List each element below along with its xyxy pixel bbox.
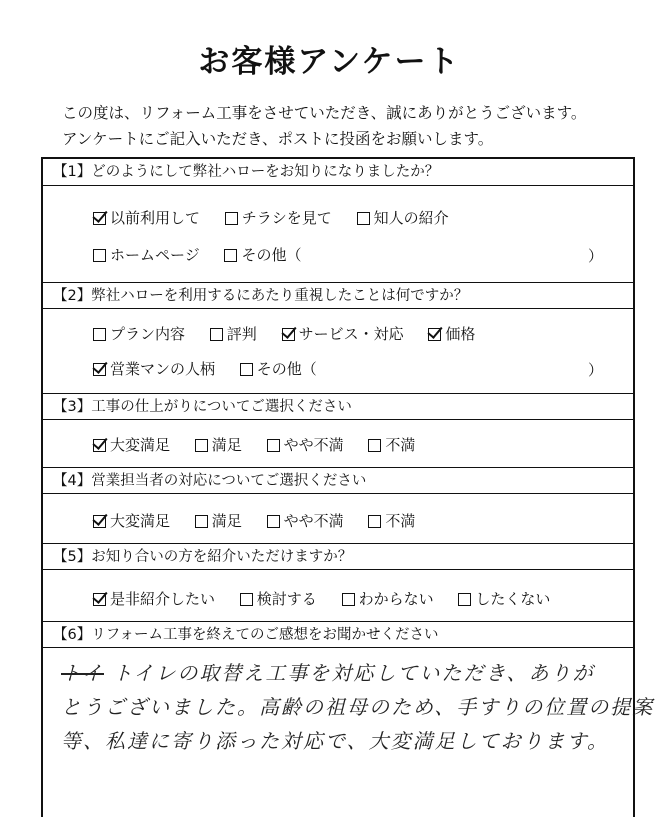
checkbox[interactable] — [342, 593, 355, 606]
q1-option-flyer[interactable]: チラシを見て — [225, 207, 332, 229]
q4-option-somewhat-dissatisfied[interactable]: やや不満 — [267, 510, 344, 532]
q2-close-paren: ） — [587, 361, 603, 379]
q1-option-previous-use[interactable]: 以前利用して — [93, 207, 200, 229]
checkbox[interactable] — [93, 328, 106, 341]
checkbox-checked[interactable] — [282, 328, 295, 341]
q2-option-price[interactable]: 価格 — [428, 323, 475, 345]
question-5-options-row — [93, 587, 570, 610]
checkbox[interactable] — [93, 249, 106, 262]
intro-line-1: この度は、リフォーム工事をさせていただき、誠にありがとうございます。 — [62, 104, 587, 122]
q5-option-consider[interactable]: 検討する — [240, 588, 317, 610]
checkbox-checked[interactable] — [428, 328, 441, 341]
q4-option-satisfied[interactable]: 満足 — [195, 510, 242, 532]
checkbox[interactable] — [240, 593, 253, 606]
question-6-section — [43, 621, 655, 821]
checkbox[interactable] — [267, 515, 280, 528]
q5-option-definitely[interactable]: 是非紹介したい — [93, 588, 215, 610]
checkbox[interactable] — [357, 212, 370, 225]
question-3-heading: 【3】工事の仕上がりについてご選択ください — [43, 393, 633, 420]
question-2-heading: 【2】弊社ハローを利用するにあたり重視したことは何ですか？ — [43, 282, 633, 309]
question-1-heading: 【1】どのようにして弊社ハローをお知りになりましたか？ — [43, 159, 633, 186]
handwritten-answer-line-2: とうございました。高齢の祖母のため、手すりの位置の提案 — [61, 695, 655, 719]
checkbox[interactable] — [225, 212, 238, 225]
q3-option-dissatisfied[interactable]: 不満 — [368, 434, 415, 456]
checkbox[interactable] — [224, 249, 237, 262]
struck-out-text: トイ — [61, 661, 104, 685]
q1-option-other[interactable]: その他（ — [224, 244, 301, 266]
question-2-options-row-1 — [93, 322, 495, 345]
checkbox-checked[interactable] — [93, 363, 106, 376]
checkbox[interactable] — [210, 328, 223, 341]
q1-option-referral[interactable]: 知人の紹介 — [357, 207, 449, 229]
question-3-options-row — [93, 433, 435, 456]
handwritten-answer-line-1: トイ トイレの取替え工事を対応していただき、ありが — [61, 661, 595, 685]
handwritten-answer-line-3: 等、私達に寄り添った対応で、大変満足しております。 — [61, 729, 609, 753]
question-4-section — [43, 467, 633, 543]
checkbox[interactable] — [240, 363, 253, 376]
q1-option-homepage[interactable]: ホームページ — [93, 244, 200, 266]
question-5-section — [43, 543, 633, 621]
checkbox[interactable] — [195, 515, 208, 528]
question-2-section — [43, 282, 633, 393]
checkbox[interactable] — [368, 439, 381, 452]
checkbox-checked[interactable] — [93, 439, 106, 452]
checkbox[interactable] — [195, 439, 208, 452]
q2-option-sales-personality[interactable]: 営業マンの人柄 — [93, 358, 215, 380]
q5-option-no[interactable]: したくない — [458, 588, 550, 610]
survey-form — [41, 157, 655, 817]
q5-option-unsure[interactable]: わからない — [342, 588, 434, 610]
q2-option-service[interactable]: サービス・対応 — [282, 323, 404, 345]
q4-option-very-satisfied[interactable]: 大変満足 — [93, 510, 170, 532]
intro-text — [62, 100, 586, 152]
checkbox-checked[interactable] — [93, 593, 106, 606]
question-1-options-row-2 — [93, 243, 322, 266]
q4-option-dissatisfied[interactable]: 不満 — [368, 510, 415, 532]
question-4-options-row — [93, 509, 435, 532]
question-1-options-row-1 — [93, 206, 469, 229]
question-6-heading: 【6】リフォーム工事を終えてのご感想をお聞かせください — [43, 621, 633, 648]
question-5-heading: 【5】お知り合いの方を紹介いただけますか？ — [43, 543, 633, 570]
question-4-heading: 【4】営業担当者の対応についてご選択ください — [43, 467, 633, 494]
checkbox[interactable] — [267, 439, 280, 452]
checkbox-checked[interactable] — [93, 515, 106, 528]
q3-option-very-satisfied[interactable]: 大変満足 — [93, 434, 170, 456]
question-3-section — [43, 393, 633, 467]
intro-line-2: アンケートにご記入いただき、ポストに投函をお願いします。 — [62, 130, 494, 148]
q2-option-plan[interactable]: プラン内容 — [93, 323, 185, 345]
q3-option-somewhat-dissatisfied[interactable]: やや不満 — [267, 434, 344, 456]
q2-option-other[interactable]: その他（ — [240, 358, 317, 380]
checkbox-checked[interactable] — [93, 212, 106, 225]
checkbox[interactable] — [458, 593, 471, 606]
question-2-options-row-2 — [93, 357, 337, 380]
page-title: お客様アンケート — [198, 44, 461, 80]
q2-option-reputation[interactable]: 評判 — [210, 323, 257, 345]
question-1-section — [43, 159, 633, 282]
q3-option-satisfied[interactable]: 満足 — [195, 434, 242, 456]
checkbox[interactable] — [368, 515, 381, 528]
q1-close-paren: ） — [587, 247, 603, 265]
